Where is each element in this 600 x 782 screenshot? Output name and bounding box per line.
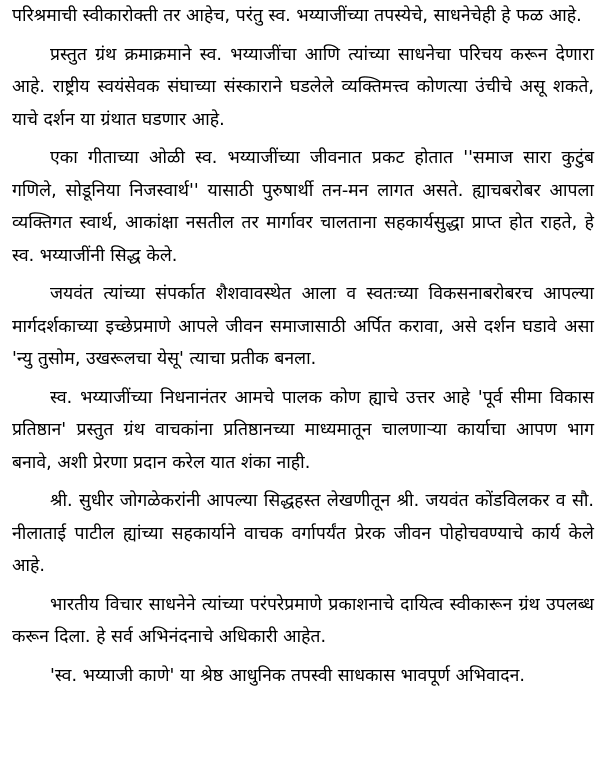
paragraph-abhivadan: 'स्व. भय्याजी काणे' या श्रेष्ठ आधुनिक तपस्वी साधकास भावपूर्ण अभिवादन. — [50, 665, 526, 686]
paragraph-lekhak: श्री. सुधीर जोगळेकरांनी आपल्या सिद्धहस्त लेखणीतून श्री. जयवंत कोंडविलकर व सौ. नीलाताई पाटील ह्यांच्या सहकार्याने वाचक वर्गापर्यंत प्रेरक जीवन पोहोचवण्याचे कार्य केले आहे. — [12, 491, 594, 576]
paragraph-pratishthan: स्व. भय्याजींच्या निधनानंतर आमचे पालक कोण ह्याचे उत्तर आहे 'पूर्व सीमा विकास प्रतिष्ठान' प्रस्तुत ग्रंथ वाचकांना प्रतिष्ठानच्या माध्यमातून चालणाऱ्या कार्याचा आपण भाग बनावे, अशी प्रेरणा प्रदान करेल यात शंका नाही. — [12, 387, 594, 473]
document-page — [12, 0, 594, 782]
paragraph-granth-parichay: प्रस्तुत ग्रंथ क्रमाक्रमाने स्व. भय्याजींचा आणि त्यांच्या साधनेचा परिचय करून देणारा आहे. राष्ट्रीय स्वयंसेवक संघाच्या संस्काराने घडलेले व्यक्तिमत्त्व कोणत्या उंचीचे असू शकते, याचे दर्शन या ग्रंथात घडणार आहे. — [12, 44, 594, 130]
paragraph-continuation: परिश्रमाची स्वीकारोक्ती तर आहेच, परंतु स्व. भय्याजींच्या तपस्येचे, साधनेचेही हे फळ आहे. — [12, 6, 582, 26]
paragraph-jayvant: जयवंत त्यांच्या संपर्कात शैशवावस्थेत आला व स्वतःच्या विकसनाबरोबरच आपल्या मार्गदर्शकाच्या इच्छेप्रमाणे आपले जीवन समाजासाठी अर्पित करावा, असे दर्शन घडावे असा 'न्यु तुसोम, उखरूलचा येसू' त्याचा प्रतीक बनला. — [12, 284, 594, 369]
paragraph-prakashan: भारतीय विचार साधनेने त्यांच्या परंपरेप्रमाणे प्रकाशनाचे दायित्व स्वीकारून ग्रंथ उपलब्ध करून दिला. हे सर्व अभिनंदनाचे अधिकारी आहेत. — [12, 594, 594, 647]
paragraph-geet-ovi: एका गीताच्या ओळी स्व. भय्याजींच्या जीवनात प्रकट होतात ''समाज सारा कुटुंब गणिले, सोडूनिया निजस्वार्थ'' यासाठी पुरुषार्थी तन-मन लागत असते. ह्याचबरोबर आपला व्यक्तिगत स्वार्थ, आकांक्षा नसतील तर मार्गावर चालताना सहकार्यसुद्धा प्राप्त होत राहते, हे स्व. भय्याजींनी सिद्ध केले. — [12, 148, 594, 266]
